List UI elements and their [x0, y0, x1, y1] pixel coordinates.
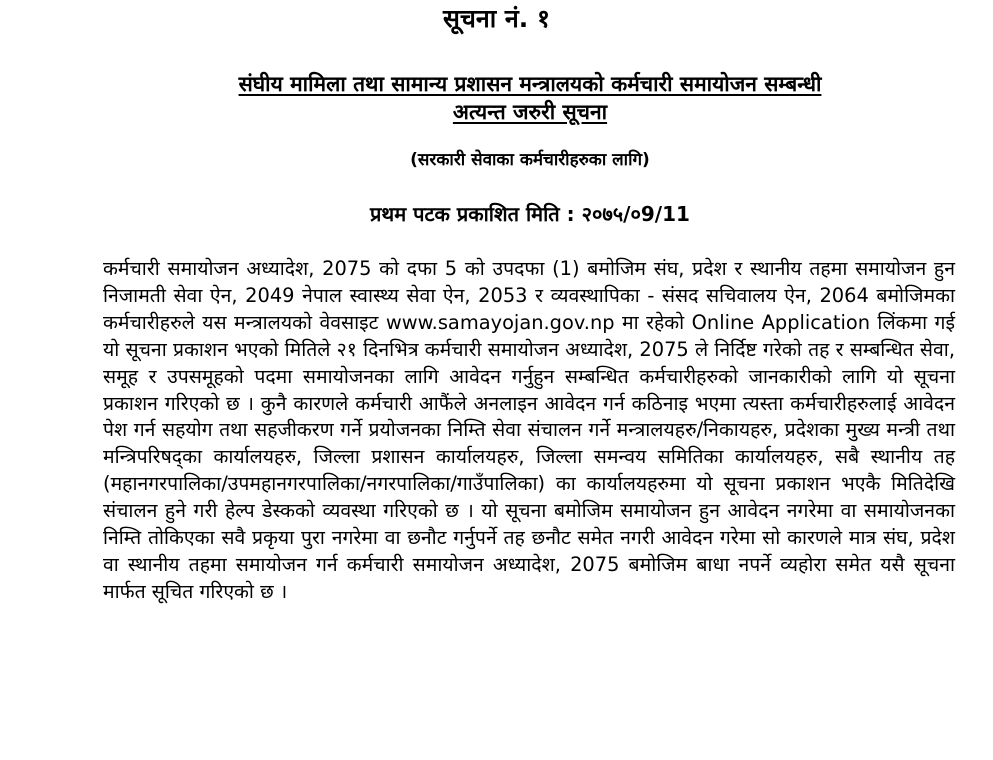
notice-title-line-2: अत्यन्त जरुरी सूचना	[452, 100, 608, 124]
first-published-date: प्रथम पटक प्रकाशित मिति : २०७५/०9/11	[370, 202, 690, 226]
notice-title	[120, 70, 940, 126]
notice-title-line-1: संघीय मामिला तथा सामान्य प्रशासन मन्त्रालयको कर्मचारी समायोजन सम्बन्धी	[238, 72, 822, 96]
notice-subtitle: (सरकारी सेवाका कर्मचारीहरुका लागि)	[410, 150, 650, 170]
notice-number: सूचना नं. १	[443, 4, 550, 33]
notice-body: कर्मचारी समायोजन अध्यादेश, 2075 को दफा 5 को उपदफा (1) बमोजिम संघ, प्रदेश र स्थानीय तहमा समायोजन हुन निजामती सेवा ऐन, 2049 नेपाल स्वास्थ्य सेवा ऐन, 2053 र व्यवस्थापिका - संसद सचिवालय ऐन, 2064 बमोजिमका कर्मचारीहरुले यस मन्त्रालयको वेवसाइट www.samayojan.gov.np मा रहेको Online Application लिंकमा गई यो सूचना प्रकाशन भएको मितिले २१ दिनभित्र कर्मचारी समायोजन अध्यादेश, 2075 ले निर्दिष्ट गरेको तह र सम्बन्धित सेवा, समूह र उपसमूहको पदमा समायोजनका लागि आवेदन गर्नुहुन सम्बन्धित कर्मचारीहरुको जानकारीको लागि यो सूचना प्रकाशन गरिएको छ । कुनै कारणले कर्मचारी आफैंले अनलाइन आवेदन गर्न कठिनाइ भएमा त्यस्ता कर्मचारीहरुलाई आवेदन पेश गर्न सहयोग तथा सहजीकरण गर्ने प्रयोजनका निम्ति सेवा संचालन गर्ने मन्त्रालयहरु/निकायहरु, प्रदेशका मुख्य मन्त्री तथा मन्त्रिपरिषद्का कार्यालयहरु, जिल्ला प्रशासन कार्यालयहरु, जिल्ला समन्वय समितिका कार्यालयहरु, सबै स्थानीय तह (महानगरपालिका/उपमहानगरपालिका/नगरपालिका/गाउँपालिका) का कार्यालयहरुमा यो सूचना प्रकाशन भएकै मितिदेखि संचालन हुने गरी हेल्प डेस्कको व्यवस्था गरिएको छ । यो सूचना बमोजिम समायोजन हुन आवेदन नगरेमा वा समायोजनका निम्ति तोकिएका सवै प्रकृया पुरा नगरेमा वा छनौट गर्नुपर्ने तह छनौट समेत नगरी आवेदन गरेमा सो कारणले मात्र संघ, प्रदेश वा स्थानीय तहमा समायोजन गर्न कर्मचारी समायोजन अध्यादेश, 2075 बमोजिम बाधा नपर्ने व्यहोरा समेत यसै सूचना मार्फत सूचित गरिएको छ ।	[103, 257, 955, 603]
